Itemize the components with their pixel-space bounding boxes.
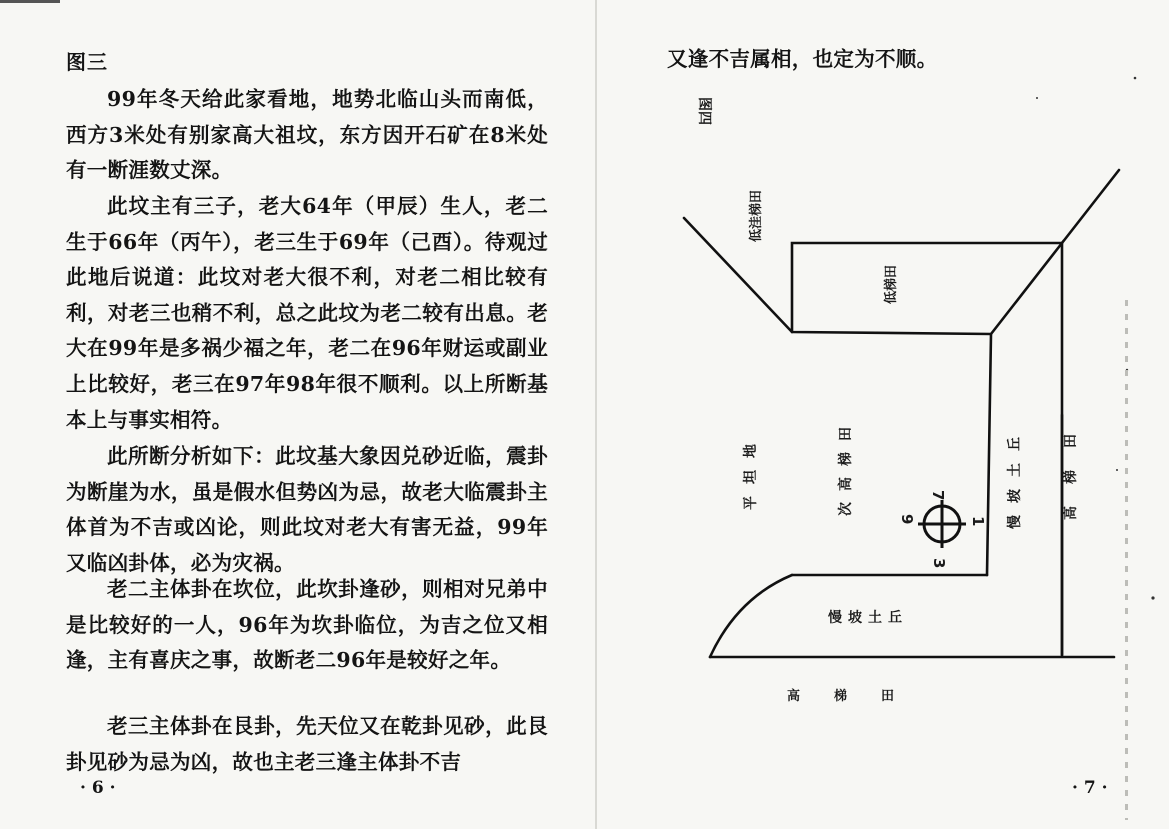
paragraph: 此坟主有三子，老大64年（甲辰）生人，老二生于66年（丙午），老三生于69年（己酉）。待观过此地后说道：此坟对老大很不利，对老二相比较有利，对老三也稍不利，总之此坟为老二较有出息。老大在99年是多祸少福之年，老二在96年财运或副业上比较好，老三在97年98年很不顺利。以上所断基本上与事实相符。 bbox=[66, 194, 548, 432]
page-number-left: · 6 · bbox=[80, 778, 116, 798]
map-label-slope-mound-bottom: 慢坡土丘 bbox=[828, 610, 908, 626]
paragraph: 老三主体卦在艮卦，先天位又在乾卦见砂，此艮卦见砂为忌为凶，故也主老三逢主体卦不吉 bbox=[66, 714, 548, 774]
compass-marker bbox=[898, 490, 987, 568]
low-field-outline bbox=[792, 243, 1062, 332]
map-label-high-terrace-right: 高梯田 bbox=[1063, 412, 1079, 520]
curved-boundary bbox=[710, 575, 792, 657]
continuation-line: 又逢不吉属相，也定为不顺。 bbox=[667, 47, 938, 71]
map-label-secondary-high-terrace: 次高梯田 bbox=[838, 416, 854, 516]
compass-number: 3 bbox=[930, 558, 948, 569]
compass-number: 9 bbox=[898, 514, 916, 525]
paragraph: 99年冬天给此家看地，地势北临山头而南低，西方3米处有别家高大祖坟，东方因开石矿在8米处有一断涯数丈深。 bbox=[66, 87, 548, 183]
inner-east-boundary bbox=[987, 334, 991, 575]
right-page bbox=[597, 0, 1169, 829]
compass-number: 7 bbox=[929, 490, 947, 501]
map-label-flat-land: 平坦地 bbox=[743, 432, 759, 510]
figure-label-left: 图三 bbox=[66, 50, 108, 74]
figure-label-right: 图四 bbox=[696, 97, 712, 125]
map-label-high-terrace-bottom: 高梯田 bbox=[787, 689, 929, 704]
map-label-slope-mound-right: 慢坡土丘 bbox=[1007, 425, 1023, 529]
compass-number: 1 bbox=[969, 516, 987, 527]
paragraph: 此所断分析如下：此坟基大象因兑砂近临，震卦为断崖为水，虽是假水但势凶为忌，故老大临震卦主体首为不吉或凶论，则此坟对老大有害无益，99年又临凶卦体，必为灾祸。 bbox=[66, 444, 548, 575]
site-map-diagram bbox=[597, 0, 1169, 829]
ne-boundary bbox=[1062, 170, 1119, 243]
map-label-low-terrace-2: 低梯田 bbox=[884, 265, 899, 305]
page-number-right: · 7 · bbox=[1072, 778, 1108, 798]
map-label-low-terrace-1: 低洼梯田 bbox=[749, 190, 764, 243]
scan-specks bbox=[1036, 77, 1155, 600]
scan-edge-shadow bbox=[1125, 300, 1128, 820]
left-boundary-path bbox=[684, 218, 1062, 655]
paragraph: 老二主体卦在坎位，此坎卦逢砂，则相对兄弟中是比较好的一人，96年为坎卦临位，为吉之位又相逢，主有喜庆之事，故断老二96年是较好之年。 bbox=[66, 577, 548, 673]
map-boundaries bbox=[684, 170, 1119, 657]
